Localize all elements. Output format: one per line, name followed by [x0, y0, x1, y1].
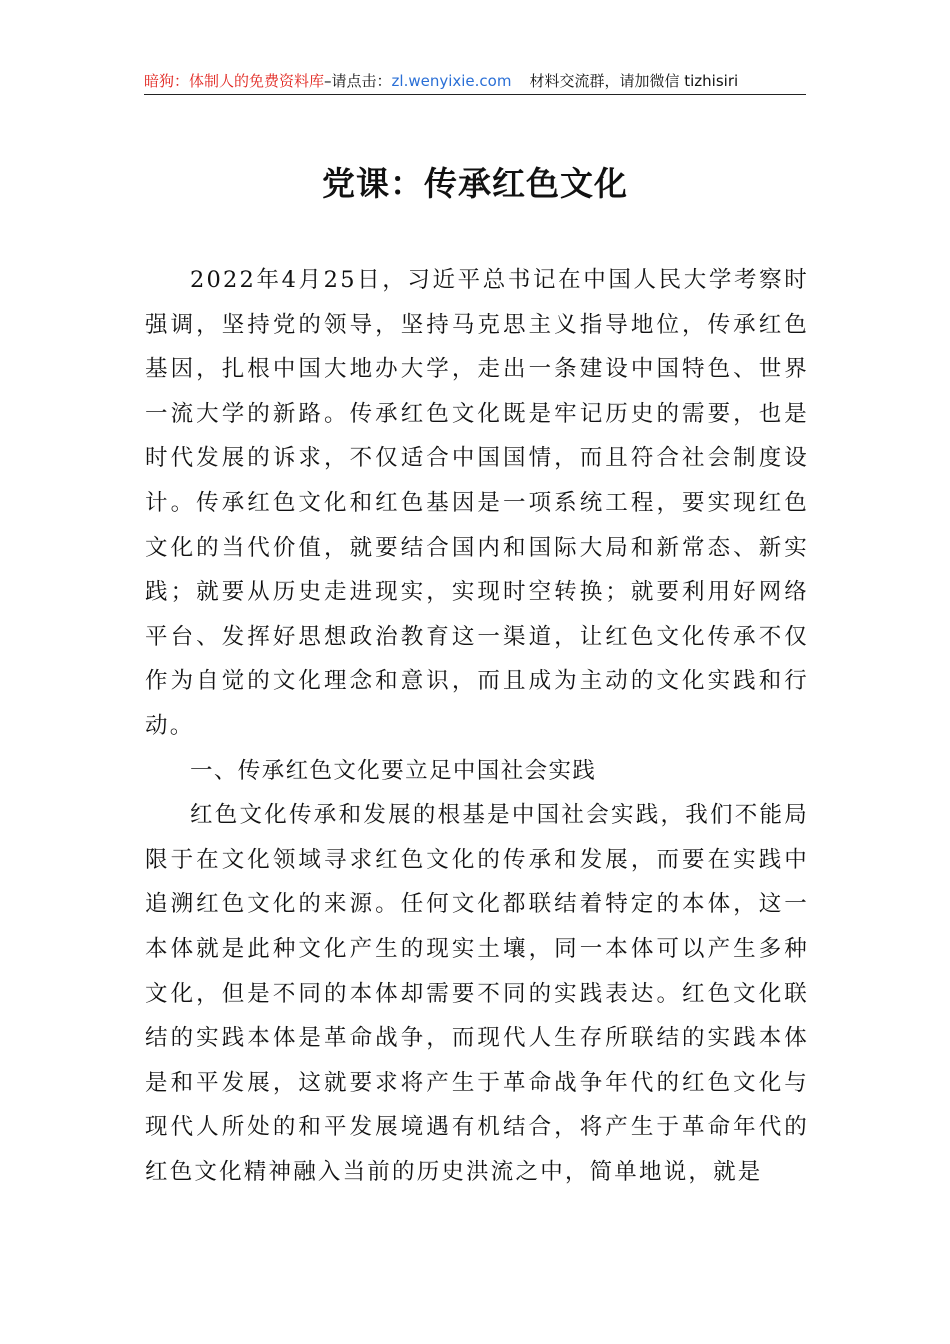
header-banner: [144, 68, 806, 95]
section-paragraph: 红色文化传承和发展的根基是中国社会实践，我们不能局限于在文化领域寻求红色文化的传承和发展，而要在实践中追溯红色文化的来源。任何文化都联结着特定的本体，这一本体就是此种文化产生的现实土壤，同一本体可以产生多种文化，但是不同的本体却需要不同的实践表达。红色文化联结的实践本体是革命战争，而现代人生存所联结的实践本体是和平发展，这就要求将产生于革命战争年代的红色文化与现代人所处的和平发展境遇有机结合，将产生于革命年代的红色文化精神融入当前的历史洪流之中，简单地说，就是: [145, 802, 809, 1185]
click-prompt: –请点击：: [324, 72, 392, 90]
document-title: 党课：传承红色文化: [322, 164, 628, 203]
group-note: 材料交流群，请加微信 tizhisiri: [529, 72, 739, 90]
site-url-link[interactable]: zl.wenyixie.com: [391, 72, 512, 90]
section-heading: 一、传承红色文化要立足中国社会实践: [190, 757, 597, 784]
site-label[interactable]: 暗狗：体制人的免费资料库: [144, 72, 325, 90]
intro-paragraph: 2022年4月25日，习近平总书记在中国人民大学考察时强调，坚持党的领导，坚持马克思主义指导地位，传承红色基因，扎根中国大地办大学，走出一条建设中国特色、世界一流大学的新路。传承红色文化既是牢记历史的需要，也是时代发展的诉求，不仅适合中国国情，而且符合社会制度设计。传承红色文化和红色基因是一项系统工程，要实现红色文化的当代价值，就要结合国内和国际大局和新常态、新实践；就要从历史走进现实，实现时空转换；就要利用好网络平台、发挥好思想政治教育这一渠道，让红色文化传承不仅作为自觉的文化理念和意识，而且成为主动的文化实践和行动。: [145, 267, 809, 739]
document-body: [145, 258, 809, 1194]
